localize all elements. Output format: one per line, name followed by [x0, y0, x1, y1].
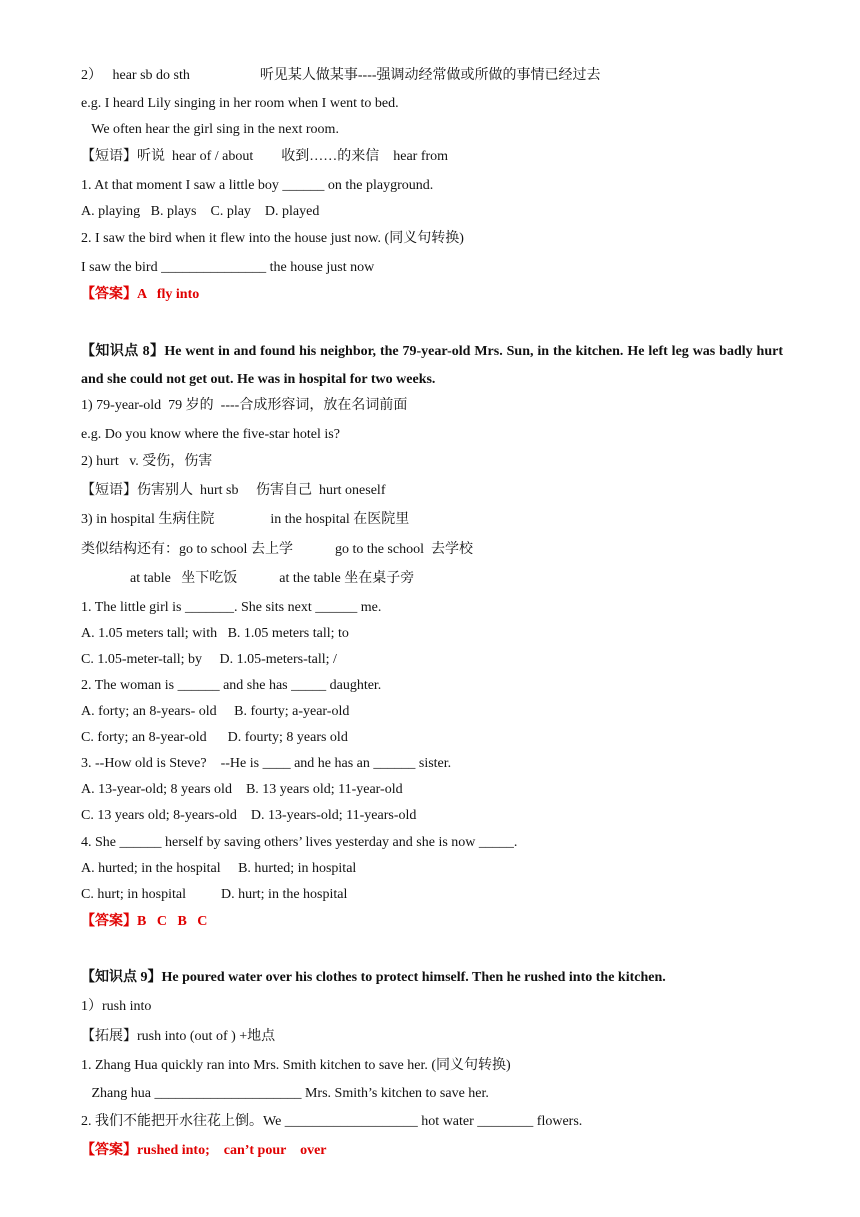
question-line: 1. At that moment I saw a little boy ______ on the playground. — [81, 178, 434, 193]
options-line: C. hurt; in hospital D. hurt; in the hospital — [81, 887, 348, 902]
text-line: e.g. Do you know where the five-star hotel is? — [81, 427, 340, 442]
text-line: 类似结构还有：go to school 去上学 go to the school 去学校 — [81, 542, 473, 557]
options-line: A. 1.05 meters tall; with B. 1.05 meters tall; to — [81, 626, 349, 641]
text-line: at table 坐下吃饭 at the table 坐在桌子旁 — [81, 571, 415, 586]
question-line: 1. Zhang Hua quickly ran into Mrs. Smith kitchen to save her. (同义句转换) — [81, 1058, 511, 1073]
text-line: e.g. I heard Lily singing in her room when I went to bed. — [81, 96, 399, 111]
options-line: C. 13 years old; 8-years-old D. 13-years-old; 11-years-old — [81, 808, 417, 823]
phrase-line: 【短语】伤害别人 hurt sb 伤害自己 hurt oneself — [81, 483, 386, 498]
question-line: 2. The woman is ______ and she has _____ daughter. — [81, 678, 382, 693]
question-line: 1. The little girl is _______. She sits next ______ me. — [81, 600, 382, 615]
answer-line: 【答案】B C B C — [81, 914, 208, 929]
text-line: 1) 79-year-old 79 岁的 ----合成形容词，放在名词前面 — [81, 398, 408, 413]
question-line: Zhang hua _____________________ Mrs. Smith’s kitchen to save her. — [81, 1086, 489, 1101]
question-line: 2. 我们不能把开水往花上倒。We ___________________ hot water ________ flowers. — [81, 1114, 583, 1129]
text-line: 2） hear sb do sth 听见某人做某事----强调动经常做或所做的事情已经过去 — [81, 68, 601, 83]
text-line: We often hear the girl sing in the next room. — [81, 122, 339, 137]
text-line: 2) hurt v. 受伤，伤害 — [81, 454, 213, 469]
text-line: 【拓展】rush into (out of ) +地点 — [81, 1029, 276, 1044]
options-line: A. 13-year-old; 8 years old B. 13 years old; 11-year-old — [81, 782, 403, 797]
options-line: C. forty; an 8-year-old D. fourty; 8 years old — [81, 730, 348, 745]
answer-line: 【答案】rushed into; can’t pour over — [81, 1143, 327, 1158]
question-line: I saw the bird _______________ the house just now — [81, 260, 375, 275]
options-line: A. forty; an 8-years- old B. fourty; a-year-old — [81, 704, 350, 719]
question-line: 4. She ______ herself by saving others’ lives yesterday and she is now _____. — [81, 835, 518, 850]
text-line: 1）rush into — [81, 999, 152, 1014]
phrase-line: 【短语】听说 hear of / about 收到……的来信 hear from — [81, 149, 449, 164]
knowledge-point-heading: 【知识点 8】He went in and found his neighbor, the 79-year-old Mrs. Sun, in the kitchen. He left leg was badly hurt and she could not get out. He was in hospital for two weeks. — [81, 344, 783, 387]
options-line: A. playing B. plays C. play D. played — [81, 204, 320, 219]
text-line: 3) in hospital 生病住院 in the hospital 在医院里 — [81, 512, 410, 527]
question-line: 3. --How old is Steve? --He is ____ and he has an ______ sister. — [81, 756, 452, 771]
options-line: C. 1.05-meter-tall; by D. 1.05-meters-tall; / — [81, 652, 337, 667]
answer-line: 【答案】A fly into — [81, 287, 200, 302]
options-line: A. hurted; in the hospital B. hurted; in hospital — [81, 861, 357, 876]
knowledge-point-heading: 【知识点 9】He poured water over his clothes to protect himself. Then he rushed into the kitchen. — [81, 970, 666, 985]
question-line: 2. I saw the bird when it flew into the house just now. (同义句转换) — [81, 231, 464, 246]
